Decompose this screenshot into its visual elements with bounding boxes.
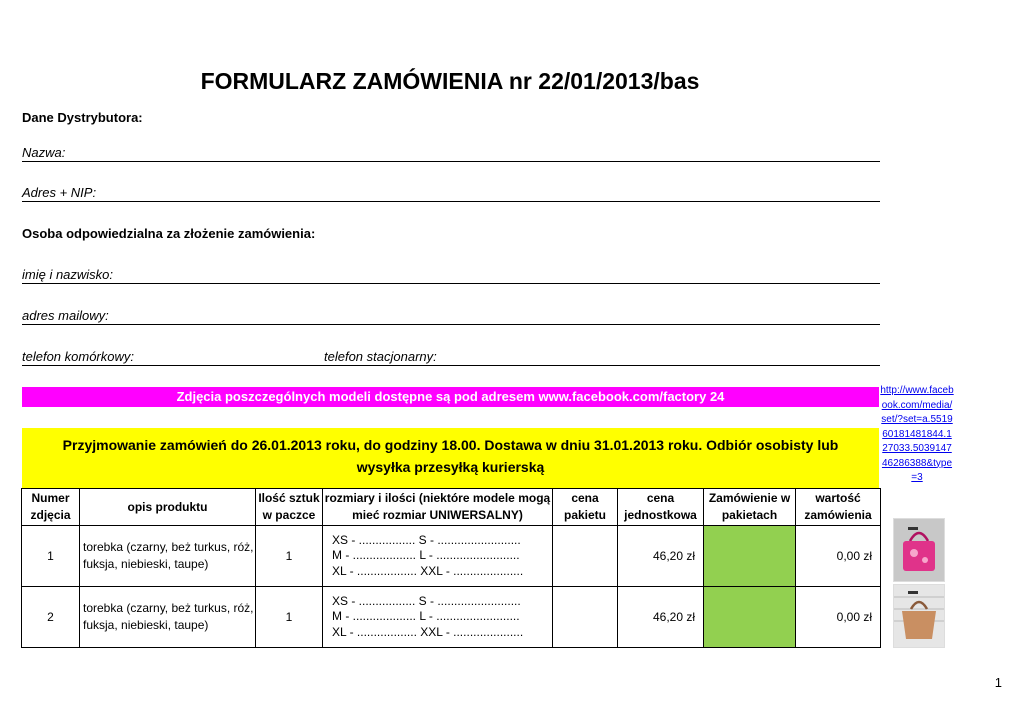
distributor-address-label: Adres + NIP: xyxy=(22,185,97,200)
row-sizes-input[interactable] xyxy=(323,587,553,648)
contact-landline-label: telefon stacjonarny: xyxy=(324,349,437,364)
row-order-packs-input[interactable] xyxy=(704,526,796,587)
table-header-row xyxy=(22,489,881,526)
distributor-heading: Dane Dystrybutora: xyxy=(22,110,143,125)
row-number: 1 xyxy=(22,526,80,587)
product-photo-2 xyxy=(893,584,945,648)
row-pack-qty: 1 xyxy=(256,587,323,648)
contact-fullname-label: imię i nazwisko: xyxy=(22,267,114,282)
row-order-packs-input[interactable] xyxy=(704,587,796,648)
table-row xyxy=(22,526,881,587)
row-sizes-input[interactable] xyxy=(323,526,553,587)
distributor-address-field[interactable] xyxy=(22,183,880,202)
order-deadline-notice: Przyjmowanie zamówień do 26.01.2013 roku, do godziny 18.00. Dostawa w dniu 31.01.2013 roku. Odbiór osobisty lub wysyłka przesyłką kurierską xyxy=(22,428,879,489)
tan-handbag-image xyxy=(894,585,944,647)
contact-phone-field[interactable] xyxy=(22,347,880,366)
row-unit-price: 46,20 zł xyxy=(618,526,704,587)
row-pack-qty: 1 xyxy=(256,526,323,587)
photos-notice-bar: Zdjęcia poszczególnych modeli dostępne są pod adresem www.facebook.com/factory 24 xyxy=(22,387,879,407)
contact-mobile-label: telefon komórkowy: xyxy=(22,349,134,364)
header-sizes: rozmiary i ilości (niektóre modele mogą mieć rozmiar UNIWERSALNY) xyxy=(323,489,553,526)
contact-email-field[interactable] xyxy=(22,306,880,325)
row-order-value: 0,00 zł xyxy=(796,587,881,648)
header-pack-qty: Ilość sztuk w paczce xyxy=(256,489,323,526)
size-line: XS - ................. S - ......................... xyxy=(332,532,521,547)
product-photo-1 xyxy=(893,518,945,582)
header-order-packs: Zamówienie w pakietach xyxy=(704,489,796,526)
header-number: Numer zdjęcia xyxy=(22,489,80,526)
row-order-value: 0,00 zł xyxy=(796,526,881,587)
header-description: opis produktu xyxy=(80,489,256,526)
row-pack-price xyxy=(553,526,618,587)
row-description: torebka (czarny, beż turkus, róż, fuksja, niebieski, taupe) xyxy=(80,587,256,648)
row-unit-price: 46,20 zł xyxy=(618,587,704,648)
distributor-name-field[interactable] xyxy=(22,143,880,162)
contact-fullname-field[interactable] xyxy=(22,265,880,284)
order-table xyxy=(21,488,881,648)
header-order-value: wartość zamówienia xyxy=(796,489,881,526)
size-line: XS - ................. S - ......................... xyxy=(332,593,521,608)
size-line: XL - .................. XXL - ..................... xyxy=(332,624,524,639)
size-line: M - ................... L - ......................... xyxy=(332,548,520,563)
pink-handbag-image xyxy=(894,519,944,581)
distributor-name-label: Nazwa: xyxy=(22,145,66,160)
row-pack-price xyxy=(553,587,618,648)
size-line: XL - .................. XXL - ..................... xyxy=(332,563,524,578)
page-number: 1 xyxy=(994,675,1002,690)
header-pack-price: cena pakietu xyxy=(553,489,618,526)
facebook-gallery-link[interactable]: http://www.facebook.com/media/set/?set=a.551960181481844.127033.503914746286388&type=3 xyxy=(880,385,954,483)
table-row xyxy=(22,587,881,648)
row-description: torebka (czarny, beż turkus, róż, fuksja, niebieski, taupe) xyxy=(80,526,256,587)
header-unit-price: cena jednostkowa xyxy=(618,489,704,526)
page-title: FORMULARZ ZAMÓWIENIA nr 22/01/2013/bas xyxy=(200,68,700,94)
size-line: M - ................... L - ......................... xyxy=(332,609,520,624)
contact-email-label: adres mailowy: xyxy=(22,308,109,323)
row-number: 2 xyxy=(22,587,80,648)
contact-heading: Osoba odpowiedzialna za złożenie zamówienia: xyxy=(22,226,316,241)
